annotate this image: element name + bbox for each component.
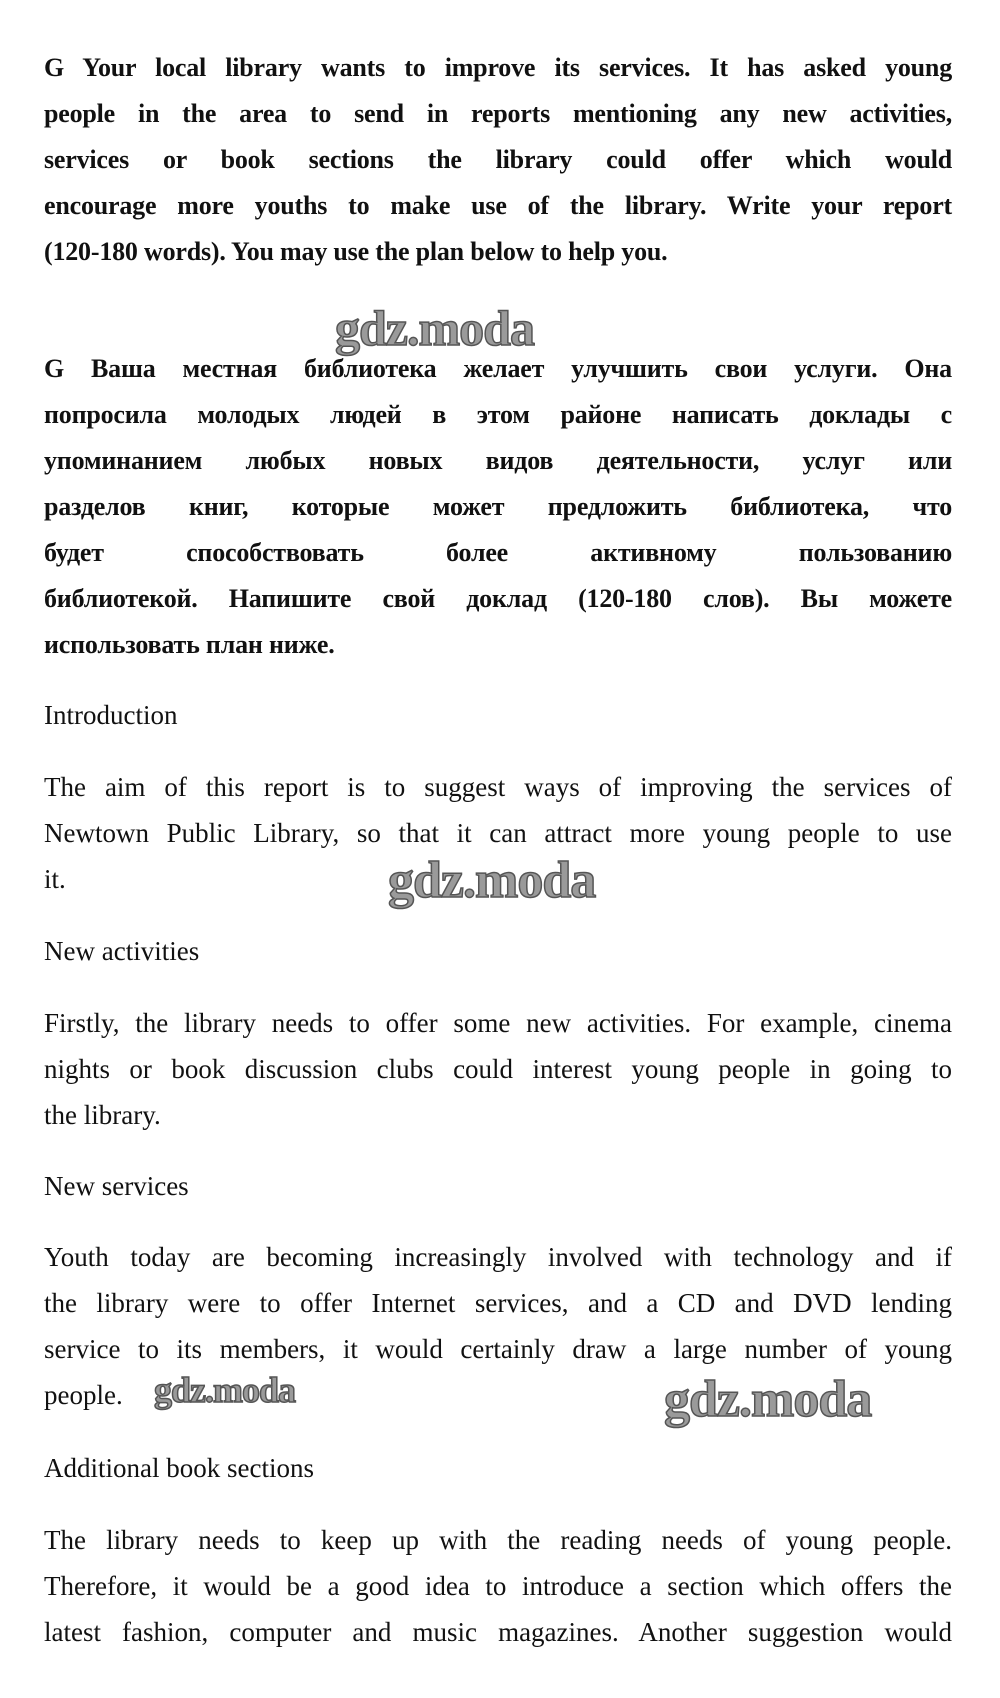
text-line: использовать план ниже. <box>44 630 335 659</box>
task-english <box>44 45 952 275</box>
text-line: people. <box>44 1380 123 1410</box>
text-line: библиотекой. Напишите свой доклад (120-180 слов). Вы можете <box>44 584 952 613</box>
section-additional-book-sections <box>44 1445 952 1655</box>
text-line: nights or book discussion clubs could interest young people in going to <box>44 1054 952 1084</box>
text-line: it. <box>44 864 66 894</box>
text-line: (120-180 words). You may use the plan below to help you. <box>44 237 668 266</box>
text-line: people in the area to send in reports mentioning any new activities, <box>44 99 952 128</box>
text-line: the library were to offer Internet services, and a CD and DVD lending <box>44 1288 952 1318</box>
text-line: разделов книг, которые может предложить библиотека, что <box>44 492 952 521</box>
text-line: services or book sections the library could offer which would <box>44 145 952 174</box>
text-line: будет способствовать более активному пользованию <box>44 538 952 567</box>
section-new-activities <box>44 928 952 1138</box>
watermark: gdz.moda <box>154 1370 296 1410</box>
section-heading: New activities <box>44 936 200 966</box>
text-line: G Your local library wants to improve its services. It has asked young <box>44 53 952 82</box>
text-line: Newtown Public Library, so that it can attract more young people to use <box>44 818 952 848</box>
section-heading: Introduction <box>44 700 178 730</box>
section-heading: New services <box>44 1171 189 1201</box>
section-heading: Additional book sections <box>44 1453 314 1483</box>
text-line: the library. <box>44 1100 161 1130</box>
text-line: попросила молодых людей в этом районе написать доклады с <box>44 400 952 429</box>
text-line: упоминанием любых новых видов деятельности, услуг или <box>44 446 952 475</box>
text-line: latest fashion, computer and music magazines. Another suggestion would <box>44 1617 952 1647</box>
text-line: Firstly, the library needs to offer some new activities. For example, cinema <box>44 1008 952 1038</box>
watermark: gdz.moda <box>335 300 534 356</box>
text-line: Youth today are becoming increasingly involved with technology and if <box>44 1242 952 1272</box>
text-line: The aim of this report is to suggest ways of improving the services of <box>44 772 952 802</box>
text-line: encourage more youths to make use of the library. Write your report <box>44 191 952 220</box>
text-line: G Ваша местная библиотека желает улучшить свои услуги. Она <box>44 354 952 383</box>
watermark: gdz.moda <box>388 852 596 909</box>
watermark: gdz.moda <box>664 1371 872 1428</box>
text-line: Therefore, it would be a good idea to introduce a section which offers the <box>44 1571 952 1601</box>
task-russian <box>44 346 952 668</box>
text-line: The library needs to keep up with the reading needs of young people. <box>44 1525 952 1555</box>
text-line: service to its members, it would certainly draw a large number of young <box>44 1334 952 1364</box>
